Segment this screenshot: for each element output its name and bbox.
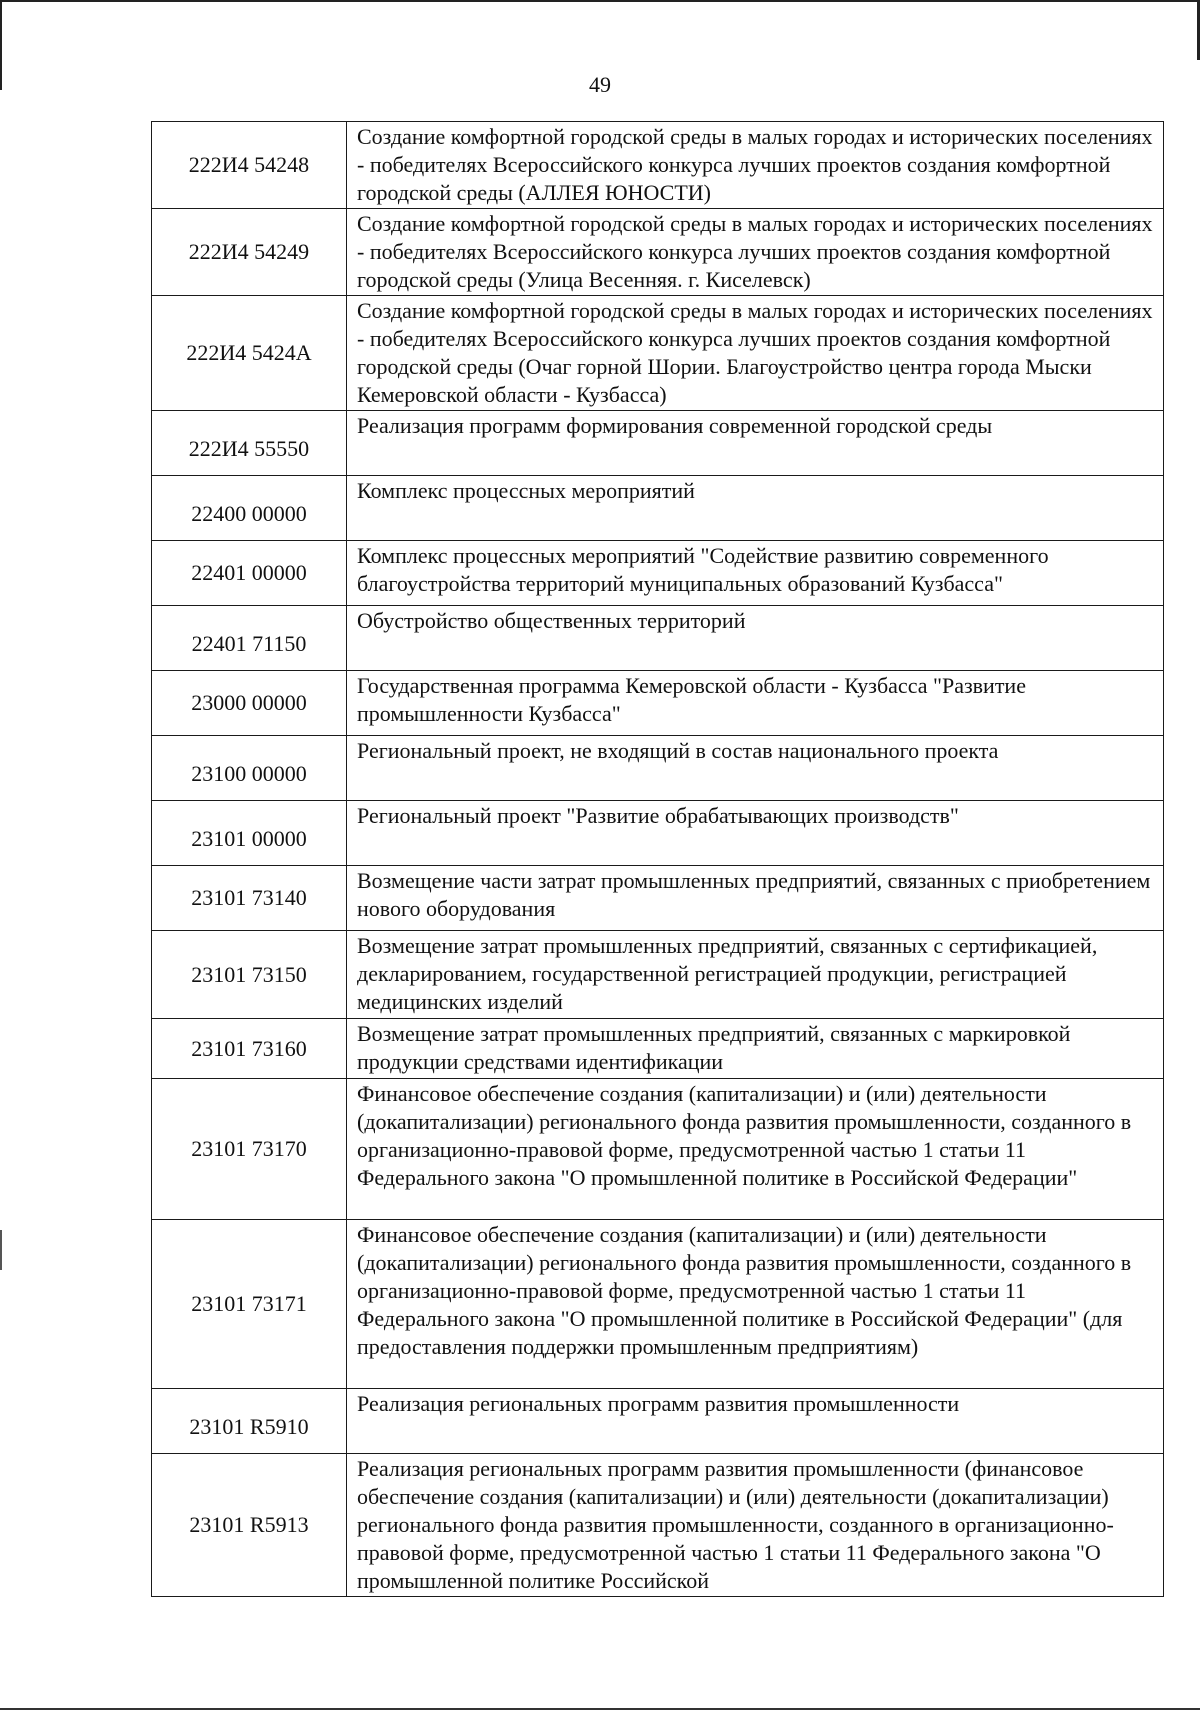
table-row <box>152 1019 1164 1079</box>
table-row <box>152 1454 1164 1597</box>
code-description: Реализация региональных программ развития промышленности <box>347 1389 1164 1454</box>
table-row <box>152 541 1164 606</box>
code-description: Финансовое обеспечение создания (капитализации) и (или) деятельности (докапитализации) регионального фонда развития промышленности, созданного в организационно-правовой форме, предусмотренной частью 1 статьи 11 Федерального закона "О промышленной политике в Российской Федерации" <box>347 1079 1164 1220</box>
table-row <box>152 736 1164 801</box>
classification-code: 22401 71150 <box>152 606 347 671</box>
code-description: Комплекс процессных мероприятий "Содействие развитию современного благоустройства территорий муниципальных образований Кузбасса" <box>347 541 1164 606</box>
classification-code: 23000 00000 <box>152 671 347 736</box>
table-row <box>152 476 1164 541</box>
classification-code: 222И4 55550 <box>152 411 347 476</box>
classification-code: 23101 00000 <box>152 801 347 866</box>
code-description: Создание комфортной городской среды в малых городах и исторических поселениях - победителях Всероссийского конкурса лучших проектов создания комфортной городской среды (Очаг горной Шории. Благоустройство центра города Мыски Кемеровской области - Кузбасса) <box>347 296 1164 411</box>
table-row <box>152 1220 1164 1389</box>
table-row <box>152 671 1164 736</box>
code-description: Региональный проект, не входящий в состав национального проекта <box>347 736 1164 801</box>
code-description: Реализация региональных программ развития промышленности (финансовое обеспечение создания (капитализации) и (или) деятельности (докапитализации) регионального фонда развития промышленности, созданного в организационно-правовой форме, предусмотренной частью 1 статьи 11 Федерального закона "О промышленной политике Российской <box>347 1454 1164 1597</box>
table-row <box>152 411 1164 476</box>
classification-code: 22400 00000 <box>152 476 347 541</box>
classification-code: 23101 73150 <box>152 931 347 1019</box>
classification-code: 23101 73160 <box>152 1019 347 1079</box>
table-row <box>152 606 1164 671</box>
classification-code: 23101 R5910 <box>152 1389 347 1454</box>
code-description: Финансовое обеспечение создания (капитализации) и (или) деятельности (докапитализации) регионального фонда развития промышленности, созданного в организационно-правовой форме, предусмотренной частью 1 статьи 11 Федерального закона "О промышленной политике в Российской Федерации" (для предоставления поддержки промышленным предприятиям) <box>347 1220 1164 1389</box>
classification-code: 222И4 54249 <box>152 209 347 296</box>
table-row <box>152 296 1164 411</box>
classification-code: 22401 00000 <box>152 541 347 606</box>
code-description: Обустройство общественных территорий <box>347 606 1164 671</box>
code-description: Комплекс процессных мероприятий <box>347 476 1164 541</box>
classification-code: 23101 73140 <box>152 866 347 931</box>
scan-border-left-lower <box>0 1230 2 1270</box>
classification-code: 23101 73170 <box>152 1079 347 1220</box>
code-description: Региональный проект "Развитие обрабатывающих производств" <box>347 801 1164 866</box>
classification-code: 23100 00000 <box>152 736 347 801</box>
table-row <box>152 122 1164 209</box>
page-number: 49 <box>589 72 611 97</box>
code-description: Возмещение затрат промышленных предприятий, связанных с маркировкой продукции средствами идентификации <box>347 1019 1164 1079</box>
table-row <box>152 1079 1164 1220</box>
classification-code: 23101 73171 <box>152 1220 347 1389</box>
classification-code: 23101 R5913 <box>152 1454 347 1597</box>
classification-code: 222И4 5424А <box>152 296 347 411</box>
code-description: Возмещение затрат промышленных предприятий, связанных с сертификацией, декларированием, государственной регистрацией продукции, регистрацией медицинских изделий <box>347 931 1164 1019</box>
scan-border-top <box>0 0 1200 2</box>
classification-code: 222И4 54248 <box>152 122 347 209</box>
budget-codes-table <box>151 121 1164 1597</box>
code-description: Возмещение части затрат промышленных предприятий, связанных с приобретением нового оборудования <box>347 866 1164 931</box>
table-row <box>152 1389 1164 1454</box>
code-description: Создание комфортной городской среды в малых городах и исторических поселениях - победителях Всероссийского конкурса лучших проектов создания комфортной городской среды (АЛЛЕЯ ЮНОСТИ) <box>347 122 1164 209</box>
code-description: Реализация программ формирования современной городской среды <box>347 411 1164 476</box>
code-description: Государственная программа Кемеровской области - Кузбасса "Развитие промышленности Кузбасса" <box>347 671 1164 736</box>
table-row <box>152 866 1164 931</box>
table-row <box>152 931 1164 1019</box>
code-description: Создание комфортной городской среды в малых городах и исторических поселениях - победителях Всероссийского конкурса лучших проектов создания комфортной городской среды (Улица Весенняя. г. Киселевск) <box>347 209 1164 296</box>
table-row <box>152 801 1164 866</box>
table-row <box>152 209 1164 296</box>
